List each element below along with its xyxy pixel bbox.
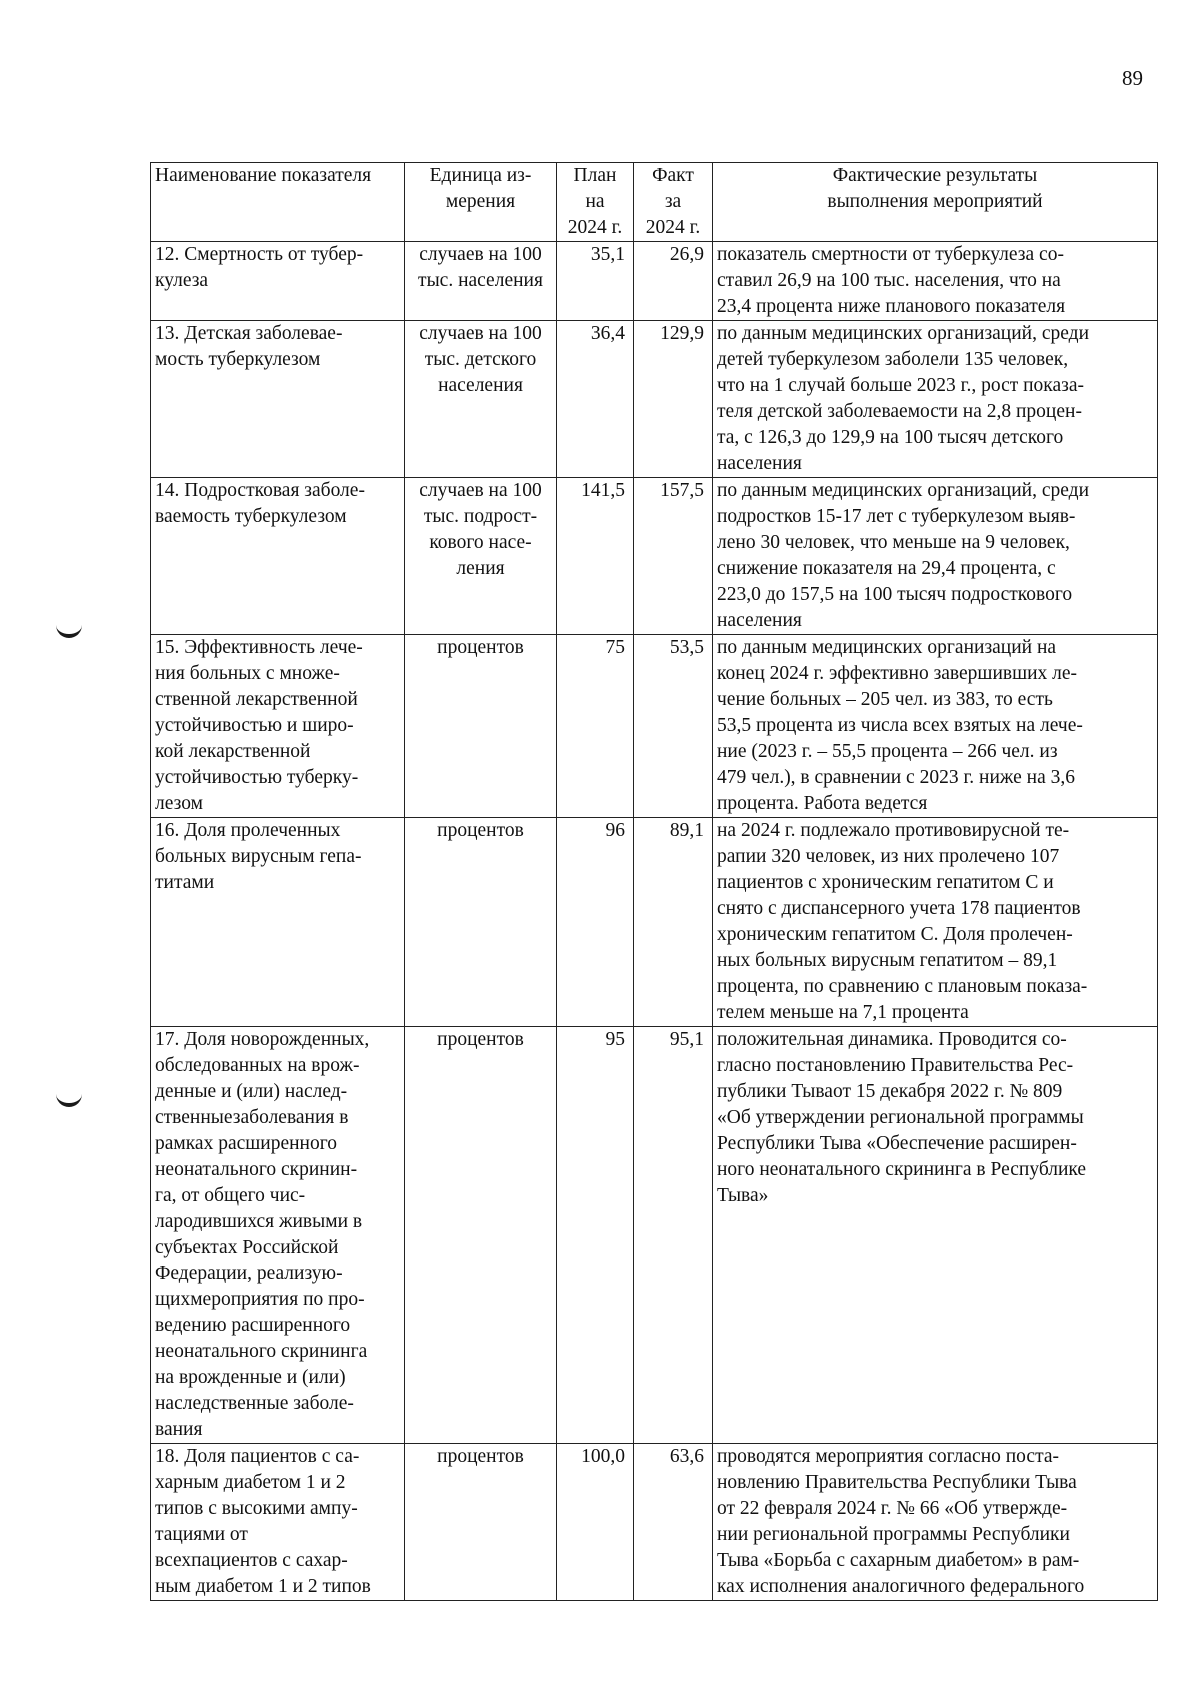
header-results: Фактические результаты выполнения мероприятий xyxy=(713,163,1158,242)
plan-value: 100,0 xyxy=(557,1444,634,1601)
indicators-table xyxy=(150,162,1158,1601)
fact-value: 63,6 xyxy=(634,1444,713,1601)
unit: случаев на 100 тыс. детского населения xyxy=(405,321,557,478)
scan-mark xyxy=(56,1093,82,1107)
table-row xyxy=(151,321,1158,478)
header-indicator-name: Наименование показателя xyxy=(151,163,405,242)
header-plan: План на 2024 г. xyxy=(557,163,634,242)
fact-value: 157,5 xyxy=(634,478,713,635)
scan-mark xyxy=(56,624,82,638)
unit: процентов xyxy=(405,1444,557,1601)
indicator-name: 14. Подростковая заболе- ваемость туберкулезом xyxy=(151,478,405,635)
plan-value: 141,5 xyxy=(557,478,634,635)
fact-value: 89,1 xyxy=(634,818,713,1027)
page-number: 89 xyxy=(1122,66,1143,90)
plan-value: 96 xyxy=(557,818,634,1027)
unit: процентов xyxy=(405,1027,557,1444)
header-unit: Единица из- мерения xyxy=(405,163,557,242)
plan-value: 35,1 xyxy=(557,242,634,321)
unit: случаев на 100 тыс. подрост- кового насе- ления xyxy=(405,478,557,635)
results-text: на 2024 г. подлежало противовирусной те- рапии 320 человек, из них пролечено 107 пациентов с хроническим гепатитом С и снято с диспансерного учета 178 пациентов хроническим гепатитом С. Доля пролечен- ных больных вирусным гепатитом – 89,1 процента, по сравнению с плановым показа- телем меньше на 7,1 процента xyxy=(713,818,1158,1027)
results-text: положительная динамика. Проводится со- гласно постановлению Правительства Рес- публики Тываот 15 декабря 2022 г. № 809 «Об утверждении региональной программы Республики Тыва «Обеспечение расширен- ного неонатального скрининга в Республике Тыва» xyxy=(713,1027,1158,1444)
unit: процентов xyxy=(405,635,557,818)
results-text: показатель смертности от туберкулеза со- ставил 26,9 на 100 тыс. населения, что на 23,4 процента ниже планового показателя xyxy=(713,242,1158,321)
table-header-row xyxy=(151,163,1158,242)
results-text: по данным медицинских организаций на конец 2024 г. эффективно завершивших ле- чение больных – 205 чел. из 383, то есть 53,5 процента из числа всех взятых на лече- ние (2023 г. – 55,5 процента – 266 чел. из 479 чел.), в сравнении с 2023 г. ниже на 3,6 процента. Работа ведется xyxy=(713,635,1158,818)
indicator-name: 17. Доля новорожденных, обследованных на врож- денные и (или) наслед- ственныезаболевания в рамках расширенного неонатального скринин- га, от общего чис- лародившихся живыми в субъектах Российской Федерации, реализую- щихмероприятия по про- ведению расширенного неонатального скрининга на врожденные и (или) наследственные заболе- вания xyxy=(151,1027,405,1444)
indicator-name: 15. Эффективность лече- ния больных с множе- ственной лекарственной устойчивостью и широ- кой лекарственной устойчивостью туберку- лезом xyxy=(151,635,405,818)
fact-value: 53,5 xyxy=(634,635,713,818)
table-row xyxy=(151,1027,1158,1444)
unit: случаев на 100 тыс. населения xyxy=(405,242,557,321)
plan-value: 75 xyxy=(557,635,634,818)
header-fact: Факт за 2024 г. xyxy=(634,163,713,242)
fact-value: 95,1 xyxy=(634,1027,713,1444)
table-row xyxy=(151,635,1158,818)
results-text: проводятся мероприятия согласно поста- новлению Правительства Республики Тыва от 22 февраля 2024 г. № 66 «Об утвержде- нии региональной программы Республики Тыва «Борьба с сахарным диабетом» в рам- ках исполнения аналогичного федерального xyxy=(713,1444,1158,1601)
fact-value: 129,9 xyxy=(634,321,713,478)
results-text: по данным медицинских организаций, среди детей туберкулезом заболели 135 человек, что на 1 случай больше 2023 г., рост показа- теля детской заболеваемости на 2,8 процен- та, с 126,3 до 129,9 на 100 тысяч детского населения xyxy=(713,321,1158,478)
table-row xyxy=(151,242,1158,321)
fact-value: 26,9 xyxy=(634,242,713,321)
table-row xyxy=(151,1444,1158,1601)
indicator-name: 16. Доля пролеченных больных вирусным гепа- титами xyxy=(151,818,405,1027)
indicator-name: 13. Детская заболевае- мость туберкулезом xyxy=(151,321,405,478)
plan-value: 95 xyxy=(557,1027,634,1444)
indicator-name: 18. Доля пациентов с са- харным диабетом 1 и 2 типов с высокими ампу- тациями от всехпациентов с сахар- ным диабетом 1 и 2 типов xyxy=(151,1444,405,1601)
results-text: по данным медицинских организаций, среди подростков 15-17 лет с туберкулезом выяв- лено 30 человек, что меньше на 9 человек, снижение показателя на 29,4 процента, с 223,0 до 157,5 на 100 тысяч подросткового населения xyxy=(713,478,1158,635)
table-row xyxy=(151,478,1158,635)
table-row xyxy=(151,818,1158,1027)
plan-value: 36,4 xyxy=(557,321,634,478)
unit: процентов xyxy=(405,818,557,1027)
indicator-name: 12. Смертность от тубер- кулеза xyxy=(151,242,405,321)
